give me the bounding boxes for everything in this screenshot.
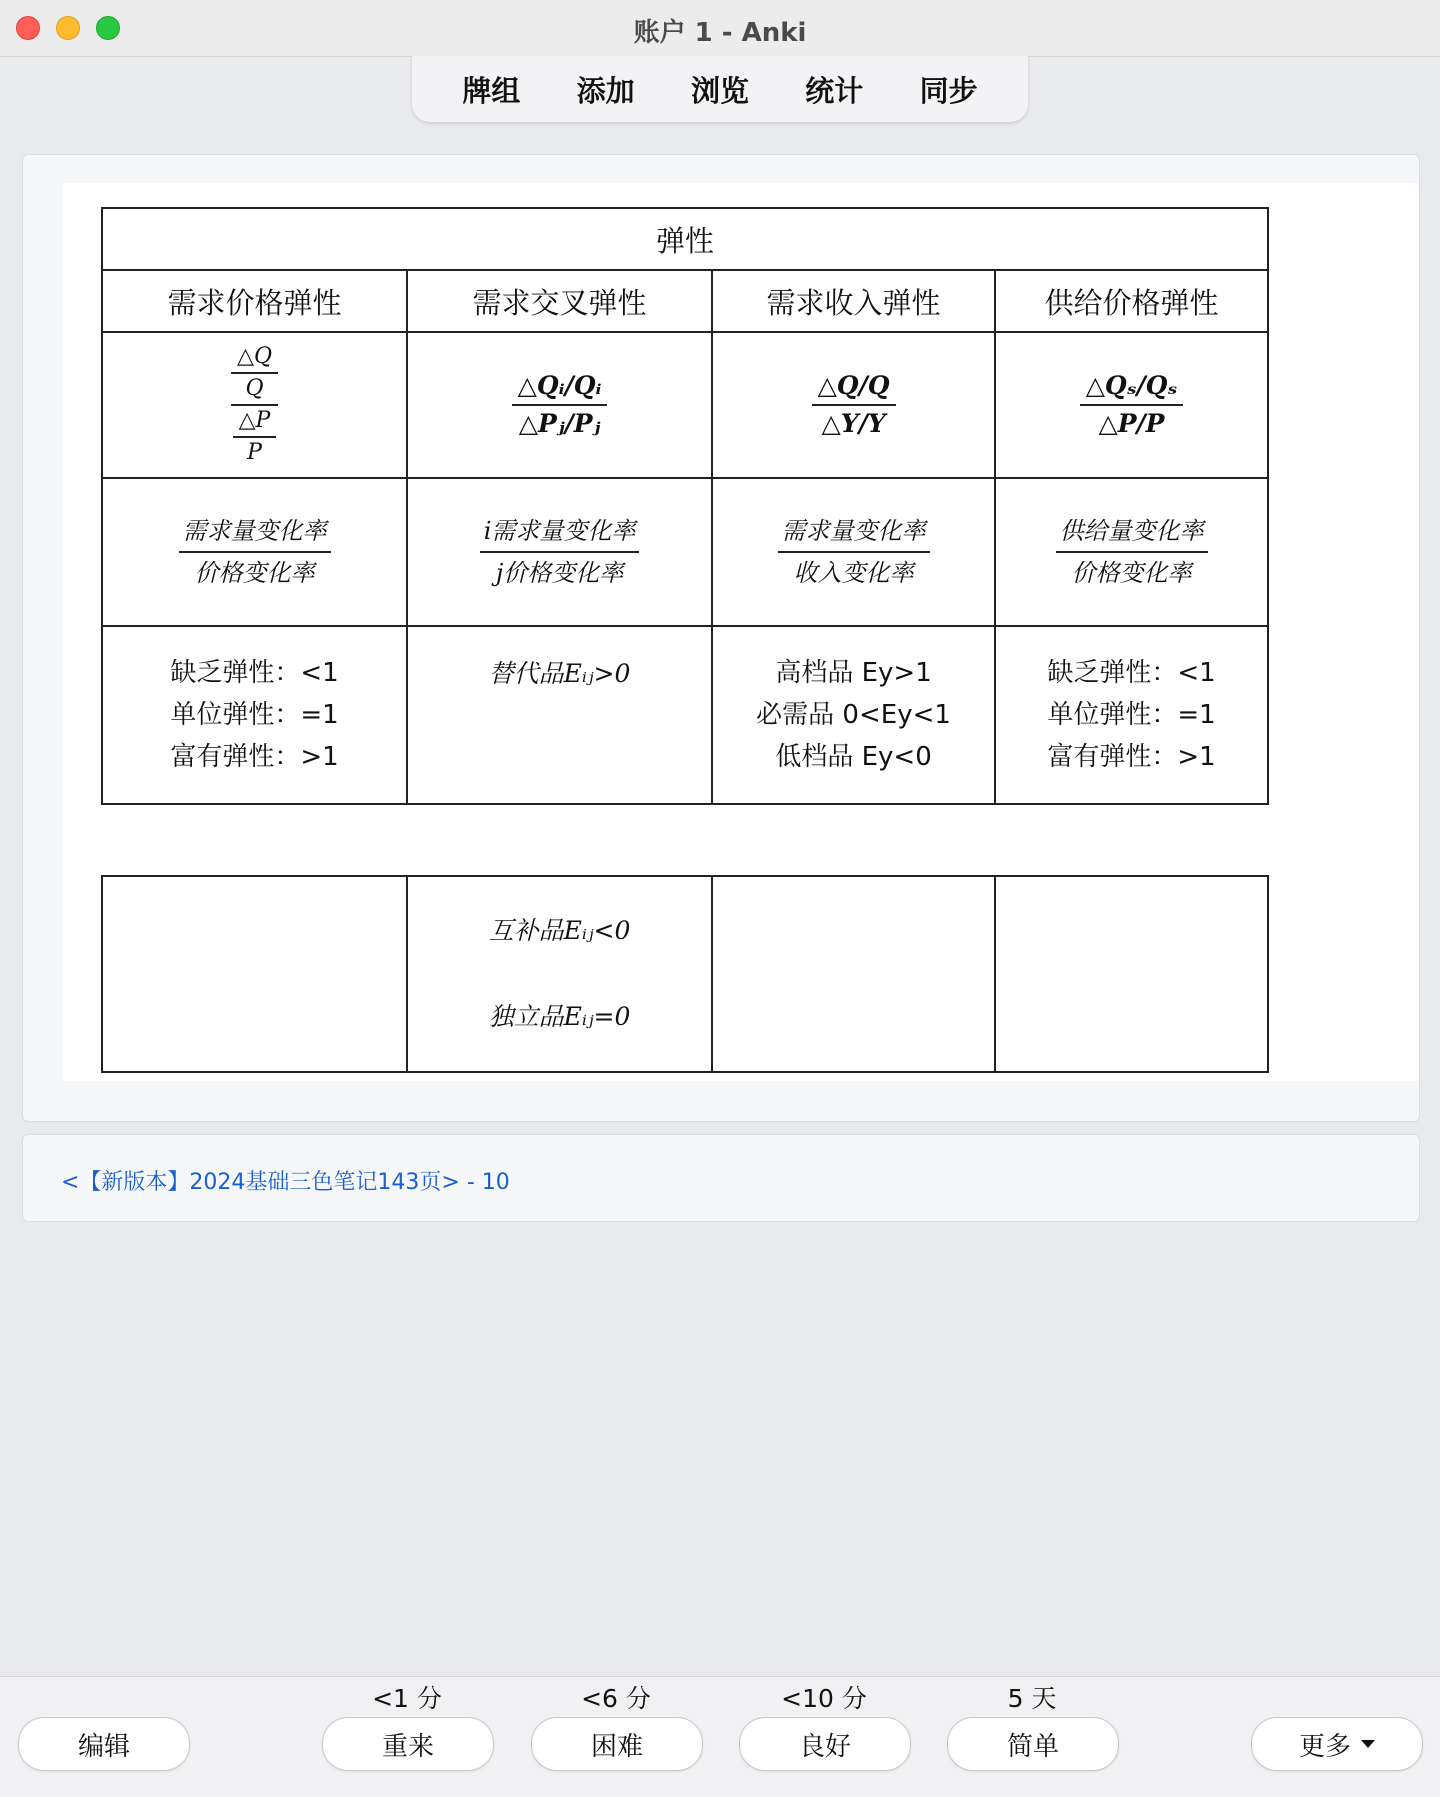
more-button[interactable]: [1251, 1717, 1423, 1771]
toolbar-stats[interactable]: 统计: [805, 73, 864, 108]
hard-button[interactable]: 困难: [531, 1717, 703, 1771]
edit-button[interactable]: 编辑: [18, 1717, 190, 1771]
again-button[interactable]: 重来: [322, 1717, 494, 1771]
column-header: 需求交叉弹性: [407, 270, 712, 332]
toolbar-browse[interactable]: 浏览: [690, 73, 749, 108]
rule-line: 富有弹性：>1: [170, 742, 339, 772]
rule-line: 替代品Eᵢⱼ>0: [488, 659, 631, 688]
chevron-down-icon: [1361, 1740, 1375, 1748]
fraction-denominator: j价格变化率: [495, 559, 624, 587]
rule-cell: [102, 626, 407, 804]
column-header: 需求价格弹性: [102, 270, 407, 332]
rule-line: 富有弹性：>1: [1047, 742, 1216, 772]
rule-line: 高档品 Ey>1: [775, 658, 932, 688]
table-title: 弹性: [102, 208, 1268, 270]
formula-text: △Qᵢ/Qᵢ: [512, 370, 608, 406]
formula-cell: [407, 332, 712, 478]
formula-text: Q: [245, 376, 264, 401]
word-fraction-cell: [102, 478, 407, 626]
rule-line: 缺乏弹性：<1: [1047, 658, 1216, 688]
word-fraction-cell: [712, 478, 995, 626]
interval-label: <10 分: [781, 1684, 867, 1713]
fraction-bar: [231, 404, 278, 406]
fraction-numerator: 供给量变化率: [1056, 511, 1208, 553]
rule-line: 单位弹性：=1: [170, 700, 339, 730]
word-fraction-cell: [995, 478, 1268, 626]
rule-cell: [407, 876, 712, 1072]
toolbar-decks[interactable]: 牌组: [462, 73, 521, 108]
column-header: 需求收入弹性: [712, 270, 995, 332]
fraction-denominator: 价格变化率: [194, 559, 315, 587]
card-panel: [22, 154, 1420, 1122]
formula-cell: [712, 332, 995, 478]
rule-line: 低档品 Ey<0: [775, 742, 932, 772]
formula-text: △Q: [231, 344, 278, 374]
word-fraction: [480, 511, 640, 593]
empty-cell: [995, 876, 1268, 1072]
toolbar-add[interactable]: 添加: [576, 73, 635, 108]
rule-line: 互补品Eᵢⱼ<0: [488, 916, 631, 945]
continuation-table: [101, 875, 1269, 1073]
fraction-numerator: 需求量变化率: [778, 511, 930, 553]
formula-text: △Pⱼ/Pⱼ: [518, 409, 601, 438]
price-elasticity-formula: [231, 344, 278, 466]
word-fraction: [1056, 511, 1208, 593]
easy-button[interactable]: 简单: [947, 1717, 1119, 1771]
rule-line: 必需品 0<Ey<1: [756, 700, 951, 730]
source-panel: [22, 1134, 1420, 1222]
column-header: 供给价格弹性: [995, 270, 1268, 332]
cross-elasticity-formula: [512, 370, 608, 440]
formula-text: △Q/Q: [812, 370, 896, 406]
rule-line: 单位弹性：=1: [1047, 700, 1216, 730]
interval-label: <6 分: [581, 1684, 651, 1713]
formula-cell: [102, 332, 407, 478]
rule-cell: [407, 626, 712, 804]
rule-cell: [995, 626, 1268, 804]
main-toolbar: [412, 56, 1028, 122]
empty-cell: [102, 876, 407, 1072]
rule-cell: [712, 626, 995, 804]
interval-label: <1 分: [372, 1684, 442, 1713]
income-elasticity-formula: [812, 370, 896, 440]
fraction-denominator: 收入变化率: [793, 559, 914, 587]
window-title: 账户 1 - Anki: [633, 18, 807, 48]
card-image: [63, 183, 1419, 1081]
supply-elasticity-formula: [1080, 370, 1184, 440]
toolbar-sync[interactable]: 同步: [919, 73, 978, 108]
rule-line: 独立品Eᵢⱼ=0: [488, 1002, 631, 1031]
fraction-numerator: 需求量变化率: [179, 511, 331, 553]
more-label: 更多: [1298, 1731, 1351, 1762]
formula-text: P: [247, 440, 262, 465]
formula-text: △Y/Y: [821, 409, 886, 438]
fraction-denominator: 价格变化率: [1071, 559, 1192, 587]
empty-cell: [712, 876, 995, 1072]
word-fraction-cell: [407, 478, 712, 626]
formula-cell: [995, 332, 1268, 478]
interval-label: 5 天: [1007, 1684, 1057, 1713]
formula-text: △Qₛ/Qₛ: [1080, 370, 1184, 406]
rule-line: 缺乏弹性：<1: [170, 658, 339, 688]
source-link[interactable]: <【新版本】2024基础三色笔记143页> - 10: [61, 1170, 510, 1195]
word-fraction: [778, 511, 930, 593]
elasticity-table: [101, 207, 1269, 805]
word-fraction: [179, 511, 331, 593]
formula-text: △P/P: [1098, 409, 1165, 438]
formula-text: △P: [233, 408, 277, 438]
fraction-numerator: i需求量变化率: [480, 511, 640, 553]
title-bar: [0, 0, 1440, 57]
good-button[interactable]: 良好: [739, 1717, 911, 1771]
answer-bar: [0, 1676, 1440, 1797]
